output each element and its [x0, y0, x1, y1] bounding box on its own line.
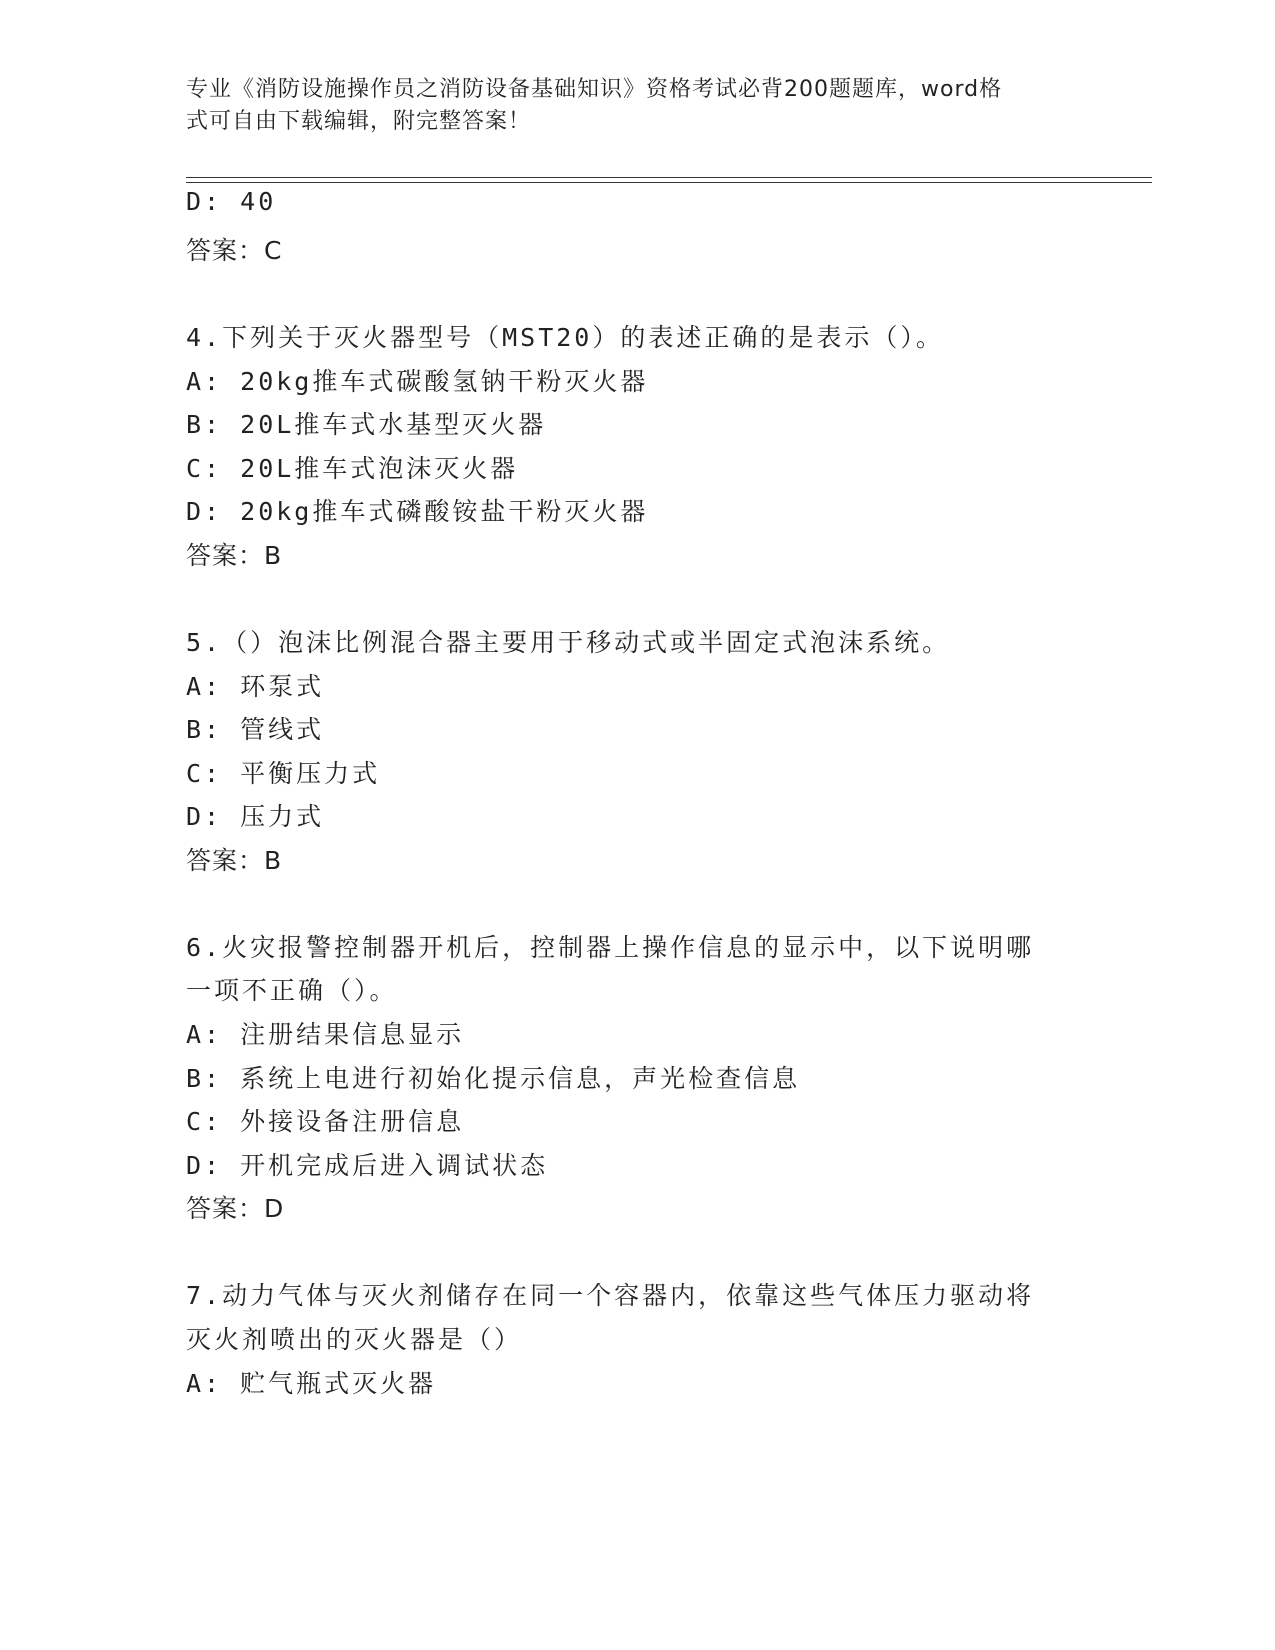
- option-line: D: 40: [186, 187, 277, 216]
- option-line: A: 注册结果信息显示: [186, 1020, 465, 1049]
- question-stem: 7.动力气体与灭火剂储存在同一个容器内，依靠这些气体压力驱动将: [186, 1281, 1035, 1310]
- header-divider-top: [186, 177, 1152, 178]
- header-line-1: 专业《消防设施操作员之消防设备基础知识》资格考试必背200题题库，word格: [186, 77, 1003, 102]
- option-line: C: 20L推车式泡沫灭火器: [186, 454, 519, 483]
- answer-line: 答案：C: [186, 236, 283, 265]
- option-line: A: 贮气瓶式灭火器: [186, 1369, 437, 1398]
- option-line: B: 20L推车式水基型灭火器: [186, 410, 547, 439]
- option-line: A: 环泵式: [186, 672, 325, 701]
- option-line: D: 压力式: [186, 802, 325, 831]
- question-stem: 4.下列关于灭火器型号（MST20）的表述正确的是表示（）。: [186, 323, 944, 352]
- question-stem-continued: 一项不正确（）。: [186, 976, 398, 1005]
- option-line: C: 外接设备注册信息: [186, 1107, 465, 1136]
- option-line: D: 开机完成后进入调试状态: [186, 1151, 549, 1180]
- option-line: D: 20kg推车式磷酸铵盐干粉灭火器: [186, 497, 649, 526]
- header-line-2: 式可自由下载编辑，附完整答案！: [186, 109, 532, 134]
- question-stem-continued: 灭火剂喷出的灭火器是（）: [186, 1325, 523, 1354]
- option-line: A: 20kg推车式碳酸氢钠干粉灭火器: [186, 367, 649, 396]
- document-header: [186, 74, 1066, 138]
- option-line: C: 平衡压力式: [186, 759, 381, 788]
- answer-line: 答案：B: [186, 846, 283, 875]
- answer-line: 答案：B: [186, 541, 283, 570]
- option-line: B: 系统上电进行初始化提示信息，声光检查信息: [186, 1064, 801, 1093]
- question-stem: 5.（）泡沫比例混合器主要用于移动式或半固定式泡沫系统。: [186, 628, 951, 657]
- question-stem: 6.火灾报警控制器开机后，控制器上操作信息的显示中，以下说明哪: [186, 933, 1035, 962]
- header-divider-bottom: [186, 182, 1152, 183]
- option-line: B: 管线式: [186, 715, 325, 744]
- answer-line: 答案：D: [186, 1194, 285, 1223]
